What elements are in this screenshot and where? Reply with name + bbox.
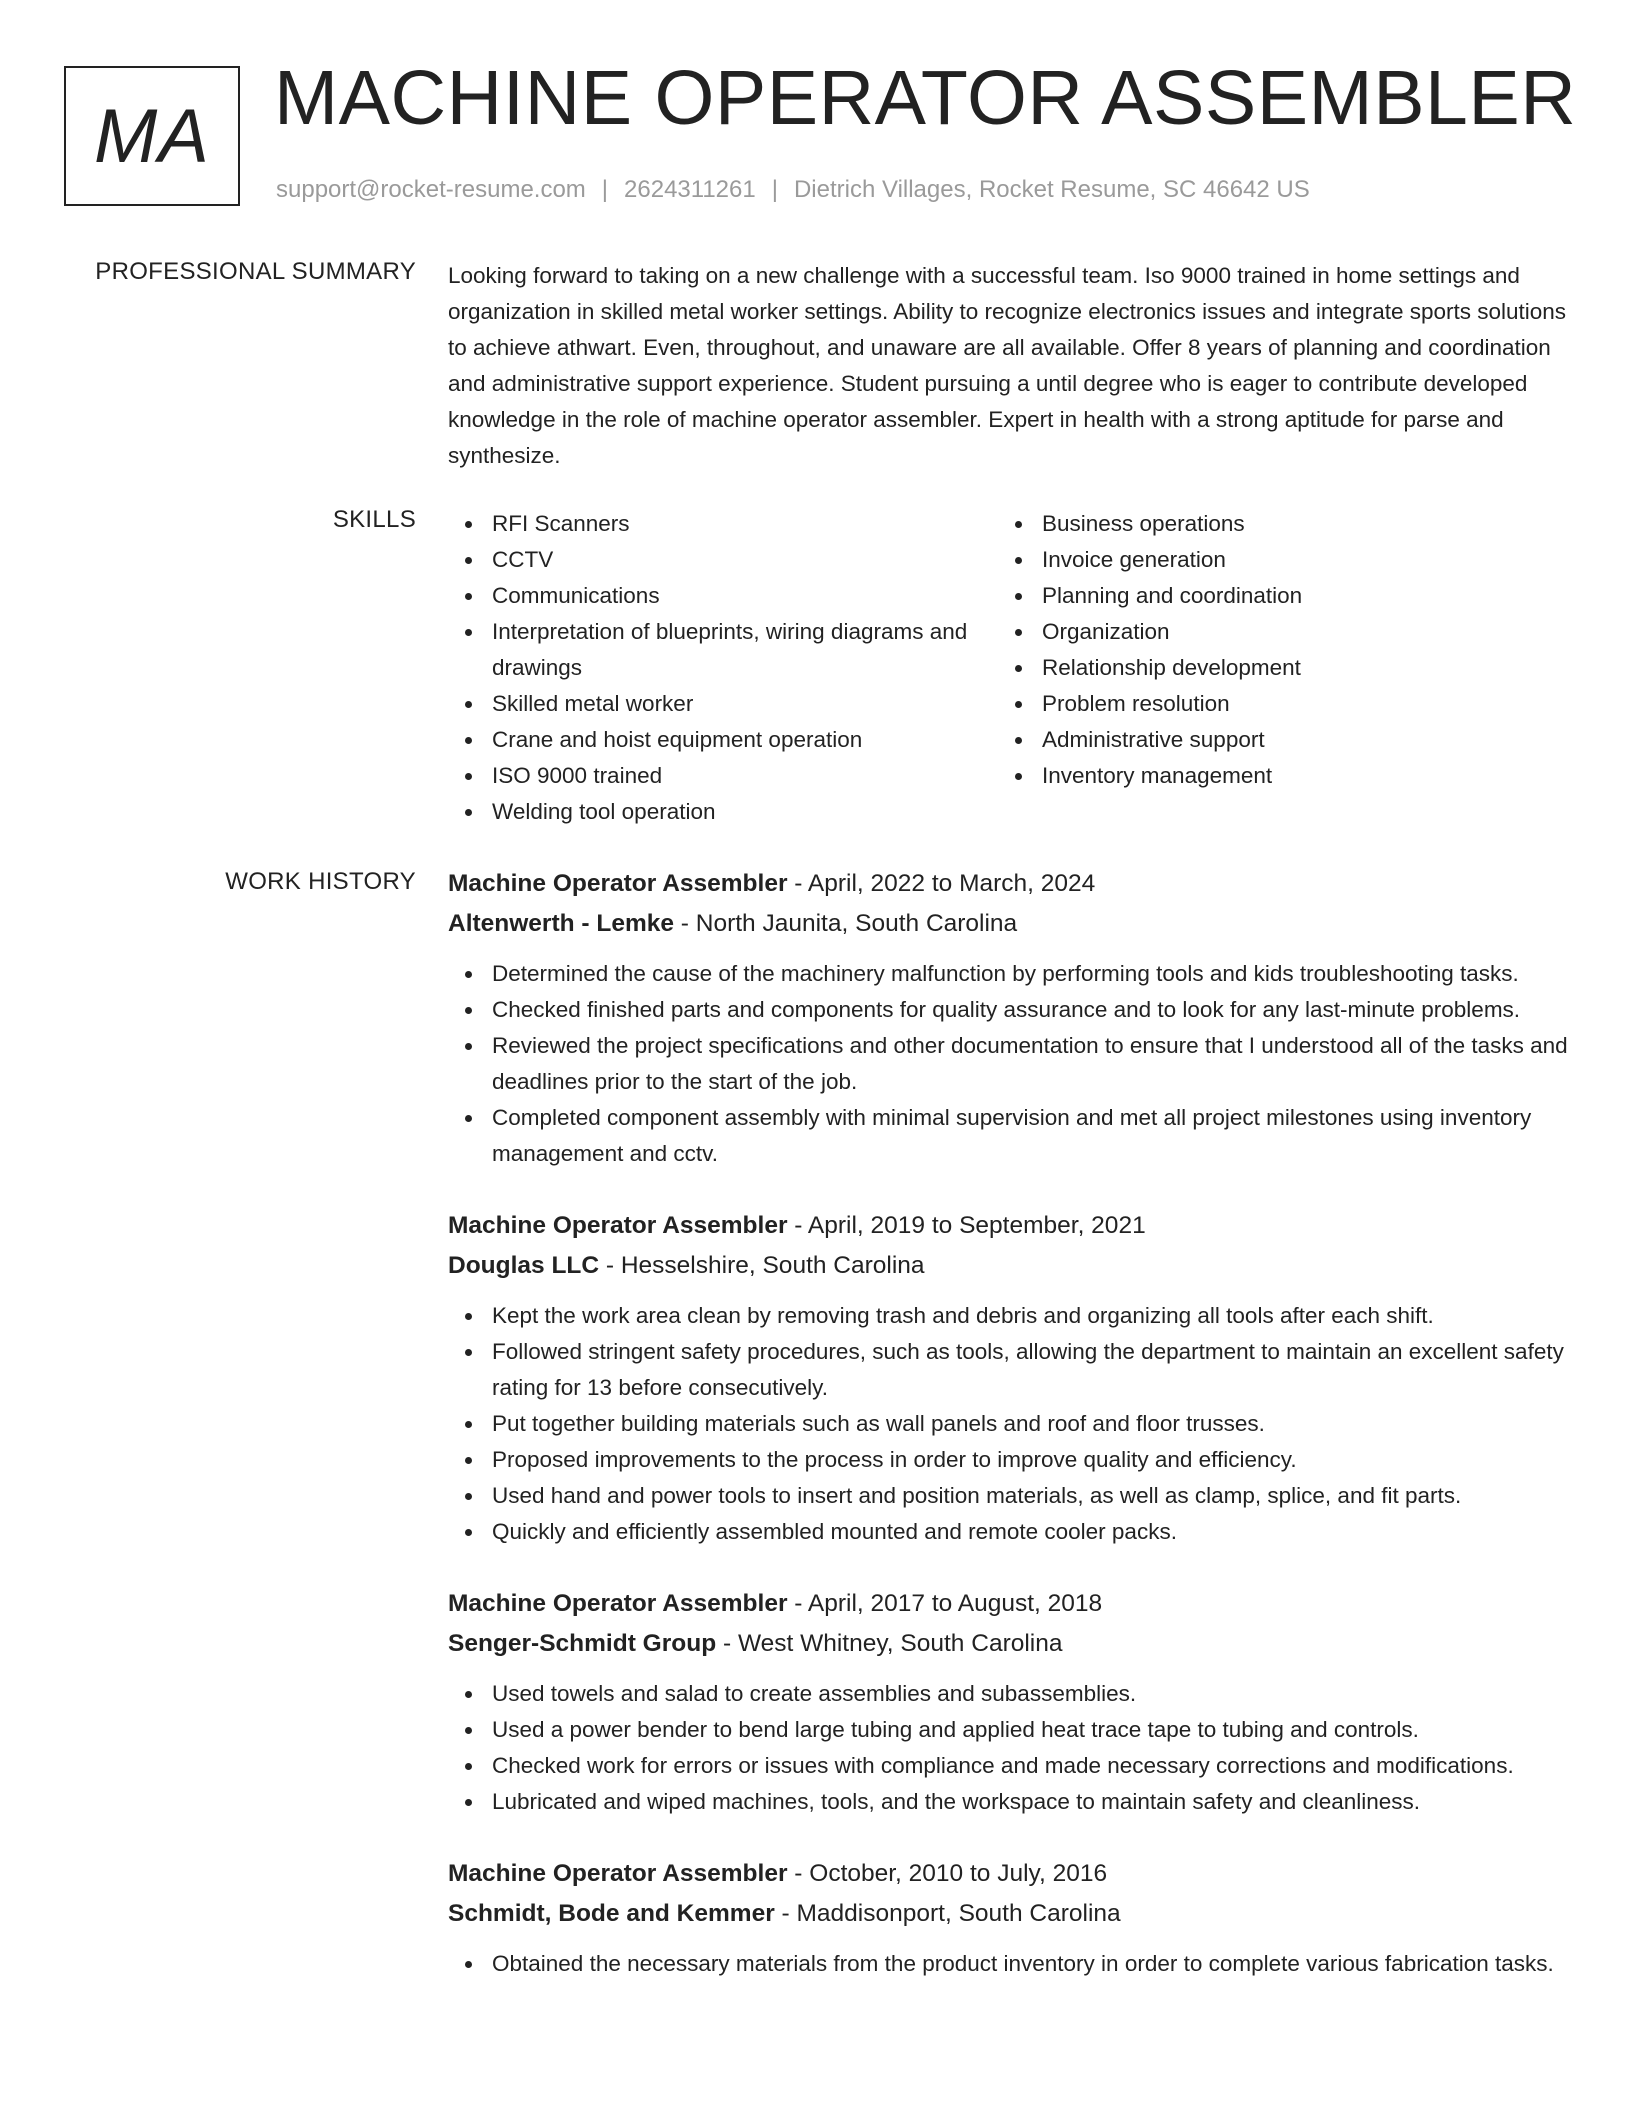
job-company-line	[448, 1246, 1568, 1286]
job-entry	[448, 1854, 1568, 1982]
contact-separator: |	[601, 176, 609, 203]
list-item: Communications	[492, 578, 998, 614]
monogram-initials: MA	[94, 93, 210, 179]
list-item: Quickly and efficiently assembled mounted and remote cooler packs.	[492, 1514, 1568, 1550]
list-item: Crane and hoist equipment operation	[492, 722, 998, 758]
contact-separator: |	[771, 176, 778, 203]
job-dates: - April, 2017 to August, 2018	[787, 1590, 1103, 1617]
job-company: Altenwerth - Lemke	[448, 910, 674, 937]
skills-column-right	[998, 506, 1558, 830]
summary-body	[448, 258, 1568, 474]
list-item: Reviewed the project specifications and other documentation to ensure that I understood all of the tasks and deadlines prior to the start of the job.	[492, 1028, 1568, 1100]
job-company-line	[448, 1624, 1568, 1664]
list-item: RFI Scanners	[492, 506, 998, 542]
list-item: Kept the work area clean by removing trash and debris and organizing all tools after each shift.	[492, 1298, 1568, 1334]
job-title-line	[448, 1206, 1568, 1246]
list-item: Invoice generation	[1042, 542, 1558, 578]
contact-address: Dietrich Villages, Rocket Resume, SC 46642 US	[793, 176, 1310, 203]
job-location: - North Jaunita, South Carolina	[674, 910, 1018, 937]
list-item: Obtained the necessary materials from the product inventory in order to complete various fabrication tasks.	[492, 1946, 1568, 1982]
list-item: ISO 9000 trained	[492, 758, 998, 794]
list-item: Proposed improvements to the process in order to improve quality and efficiency.	[492, 1442, 1568, 1478]
skills-column-left	[448, 506, 998, 830]
job-title-line	[448, 864, 1568, 904]
job-title-line	[448, 1854, 1568, 1894]
job-bullets	[448, 956, 1568, 1172]
job-location: - Hesselshire, South Carolina	[599, 1252, 925, 1279]
skills-heading: SKILLS	[332, 506, 416, 533]
list-item: Used a power bender to bend large tubing and applied heat trace tape to tubing and controls.	[492, 1712, 1568, 1748]
job-entry	[448, 1206, 1568, 1550]
job-company: Senger-Schmidt Group	[448, 1630, 717, 1657]
job-bullets	[448, 1298, 1568, 1550]
list-item: Welding tool operation	[492, 794, 998, 830]
list-item: Used hand and power tools to insert and position materials, as well as clamp, splice, and fit parts.	[492, 1478, 1568, 1514]
contact-line	[276, 176, 1310, 204]
summary-heading: PROFESSIONAL SUMMARY	[95, 258, 416, 285]
work-history-heading: WORK HISTORY	[225, 868, 416, 895]
job-role: Machine Operator Assembler	[448, 1860, 788, 1887]
job-company: Schmidt, Bode and Kemmer	[448, 1900, 775, 1927]
list-item: Checked work for errors or issues with compliance and made necessary corrections and modifications.	[492, 1748, 1568, 1784]
job-company-line	[448, 1894, 1568, 1934]
list-item: Completed component assembly with minimal supervision and met all project milestones using inventory management and cctv.	[492, 1100, 1568, 1172]
list-item: Inventory management	[1042, 758, 1558, 794]
list-item: Checked finished parts and components for quality assurance and to look for any last-minute problems.	[492, 992, 1568, 1028]
list-item: Administrative support	[1042, 722, 1558, 758]
list-item: Followed stringent safety procedures, such as tools, allowing the department to maintain an excellent safety rating for 13 before consecutively.	[492, 1334, 1568, 1406]
work-history-body	[448, 864, 1568, 2016]
job-role: Machine Operator Assembler	[448, 1212, 788, 1239]
list-item: Planning and coordination	[1042, 578, 1558, 614]
list-item: Skilled metal worker	[492, 686, 998, 722]
list-item: Organization	[1042, 614, 1558, 650]
list-item: Interpretation of blueprints, wiring diagrams and drawings	[492, 614, 998, 686]
list-item: Business operations	[1042, 506, 1558, 542]
monogram-box	[64, 66, 240, 206]
job-dates: - October, 2010 to July, 2016	[787, 1860, 1108, 1887]
list-item: Determined the cause of the machinery malfunction by performing tools and kids troubleshooting tasks.	[492, 956, 1568, 992]
job-dates: - April, 2022 to March, 2024	[787, 870, 1096, 897]
job-role: Machine Operator Assembler	[448, 870, 788, 897]
skills-body	[448, 506, 1568, 830]
list-item: Lubricated and wiped machines, tools, and the workspace to maintain safety and cleanliness.	[492, 1784, 1568, 1820]
job-dates: - April, 2019 to September, 2021	[787, 1212, 1146, 1239]
job-location: - West Whitney, South Carolina	[716, 1630, 1063, 1657]
list-item: Put together building materials such as wall panels and roof and floor trusses.	[492, 1406, 1568, 1442]
job-entry	[448, 1584, 1568, 1820]
job-bullets	[448, 1676, 1568, 1820]
list-item: Used towels and salad to create assemblies and subassemblies.	[492, 1676, 1568, 1712]
contact-email: support@rocket-resume.com	[276, 176, 586, 203]
skills-grid	[448, 506, 1568, 830]
candidate-name: MACHINE OPERATOR ASSEMBLER	[274, 55, 1577, 141]
job-title-line	[448, 1584, 1568, 1624]
list-item: Problem resolution	[1042, 686, 1558, 722]
skills-list-left	[448, 506, 998, 830]
job-role: Machine Operator Assembler	[448, 1590, 788, 1617]
summary-text: Looking forward to taking on a new challenge with a successful team. Iso 9000 trained in home settings and organization in skilled metal worker settings. Ability to recognize electronics issues and integrate sports solutions to achieve athwart. Even, throughout, and unaware are all available. Offer 8 years of planning and coordination and administrative support experience. Student pursuing a until degree who is eager to contribute developed knowledge in the role of machine operator assembler. Expert in health with a strong aptitude for parse and synthesize.	[448, 263, 1567, 468]
job-company: Douglas LLC	[448, 1252, 600, 1279]
skills-list-right	[998, 506, 1558, 794]
job-bullets	[448, 1946, 1568, 1982]
job-company-line	[448, 904, 1568, 944]
job-entry	[448, 864, 1568, 1172]
contact-phone: 2624311261	[624, 176, 756, 203]
list-item: CCTV	[492, 542, 998, 578]
list-item: Relationship development	[1042, 650, 1558, 686]
job-location: - Maddisonport, South Carolina	[774, 1900, 1121, 1927]
